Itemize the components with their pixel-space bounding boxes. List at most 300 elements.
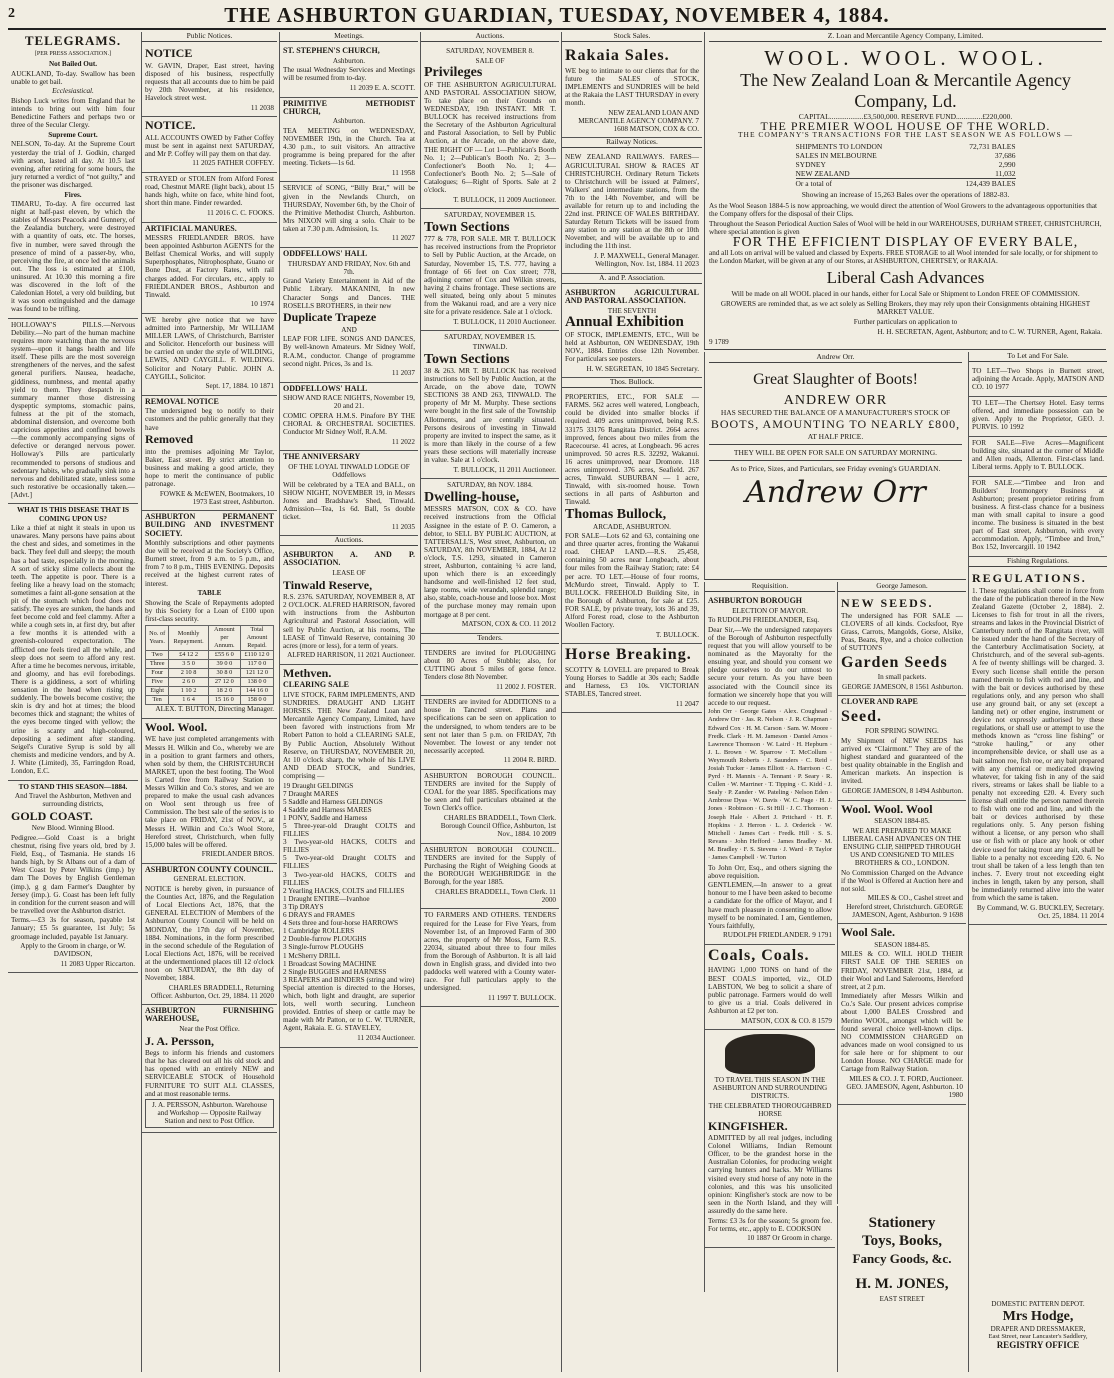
stats-cell: SALES IN MELBOURNE [795, 151, 877, 161]
req-names: John Orr · George Gates · Alex. Coughead · Andrew Orr · Jas. R. Nelson · J. R. Chapman · Edward Cox · H. M. Carson · Sam. W. Moore · Fredk. Clark · H. M. Jameson · Daniel Amos · Lawrence Thomson · W. Laird · H. Hepburn · J. L. Brown · W. Sparrow · T. McCollum · Weymouth Roberts · J. Saunders · C. Reid · Josiah Tucker · James Elliott · A. Harrison · C. Pyrd · H. Mannix · A. Tennant · P. Seary · R. Cullen · W. Marriner · T. Tipping · C. Kidd · J. Sealy · P. Zander · W. Pateling · Nelson Eden · Ambrose Dyas · W. Davis · W. C. Page · H. J. Jones · Robinson · G. St Hill · J. C. Thomson · Joseph Hale · Albert J. Pritchard · H. F. Hopkins · J. Herron · L. J. Orderick · W. Mitchell · James Cart · Fredk. Hill · S. S. Revans · John Hefford · James Bradley · M. M. Bradley · F. S. Stevens · J. Ward · P. Taylor · James Campbell · W. Turton [708, 708, 832, 861]
persson-sub: Near the Post Office. [179, 1025, 240, 1034]
column-heading: To Let and For Sale. [969, 352, 1107, 362]
stats-list [796, 142, 1016, 188]
rakaia-text: WE beg to intimate to our clients that for the future the SALES of STOCK, IMPLEMENTS and SUNDRIES will be held at the Rakaia the LAST THURSDAY in every month. [565, 66, 699, 107]
notice-text: The undersigned beg to notify to their customers and the public generally that they have [145, 407, 274, 432]
gold-coast-terms: Terms.—£3 3s for season, payable 1st January; £5 5s guarantee, 1st July; 5s groomage included, payable 1st January. [11, 916, 135, 941]
notice-title: NOTICE. [145, 118, 196, 133]
stats-row [796, 178, 1016, 188]
meeting-sign: 11 2039 E. A. SCOTT. [349, 83, 415, 92]
meeting-title: PRIMITIVE METHODIST CHURCH, [283, 98, 415, 116]
meeting-sub: OF THE LOYAL TINWALD LODGE OF Oddfellows [288, 463, 410, 480]
table-cell: £110 12 0 [240, 650, 273, 659]
notice-sign: 11 2016 C. C. FOOKS. [206, 208, 274, 217]
horse-breaking-sign: 11 2047 [675, 699, 699, 708]
auction-text: 38 & 263. MR T. BULLOCK has received instructions to Sell by Public Auction, at the Arcade, on the above date, TOWN SECTIONS 38 AND 263, TINWALD. The property of Mr M. Murphy. These sections were bought in the first sale of the Township Allotments, and are centrally situated. Persons desirous of investing in Tinwald property are invited to inspect the same, as it is more than likely in the course of a few years these sections will materially increase in value. Sale at 1 o'clock. [424, 367, 556, 465]
andrew-orr-advert [704, 352, 966, 580]
transactions-line: THE COMPANY'S TRANSACTIONS FOR THE LAST SEASON WE AS FOLLOWS — [737, 130, 1074, 140]
wool-sign: FRIEDLANDER BROS. [201, 850, 274, 859]
notice-sign: 11 2025 FATHER COFFEY. [192, 159, 274, 168]
auction-name: Privileges [424, 65, 483, 81]
wool-sale-sign: MILES & CO. J. T. FORD, Auctioneer. GEO. JAMESON, Agent, Ashburton. 10 1980 [846, 1074, 963, 1099]
meeting-sign: 11 1958 [391, 168, 415, 177]
ap-sign: H. W. SEGRETAN, 10 1845 Secretary. [586, 364, 699, 373]
telegram-text: TIMARU, To-day. A fire occurred last night at half-past eleven, by which the stables of Messrs Peacock and Gunnery, of the Zealandia butchery, were destroyed with a quantity of oats, etc. The horses, five in number, were saved through the presence of mind of a passer-by, who, perceiving the fire, at once led the animals out. The loss is estimated at £100, uninsured. At 10.30 this morning a fire was discovered in the loft of the Caledonian Hotel, a very old building, but it was soon extinguished and the damage was found to be trifling. [11, 200, 135, 314]
advert-number: 9 1789 [709, 338, 729, 347]
horse-breaking-heading: Horse Breaking. [565, 646, 692, 664]
notice-text: WE hereby give notice that we have admitted into Partnership, Mr WILLIAM MILLER LAWS, of Christchurch, Barrister and Solicitor. Henceforth our business will be carried on under the style of WILDING, LEWIS, AND CAYGILL. F. WILDING. Solicitor and Notary Public. JOHN A. CAYGILL, Solicitor. [145, 315, 274, 381]
rail-sign: J. P. MAXWELL, General Manager. Wellington, Nov. 1st, 1884. 11 2023 [594, 252, 699, 269]
auction-date: SATURDAY, 8th NOV. 1884. [447, 481, 533, 490]
methven-sub: CLEARING SALE [283, 680, 350, 690]
table-cell: 3 5 0 [169, 659, 209, 668]
let-item: FOR SALE.—“Timbee and Iron and Builders' Ironmongery Business at Ashburton; present proprietor retiring from business. A first-class chance for a business man with small capital to insure a good income. The business is situated in the best part of East street, Ashburton, with every accommodation. Apply, “Timbee and Iron,” Box 152, Invercargill. 10 1942 [972, 478, 1104, 552]
column-requisition [704, 582, 835, 1292]
notice-title: REMOVAL NOTICE [145, 396, 219, 406]
society-title: ASHBURTON PERMANENT BUILDING AND INVESTMENT SOCIETY. [145, 512, 274, 538]
jones-street: EAST STREET [879, 1295, 925, 1303]
let-item: TO LET—The Chertsey Hotel. Easy terms offered, and immediate possession can be given. Apply to the Proprietor, GEO. J. PURVIS. 10 1992 [972, 398, 1104, 432]
orr-signature: Andrew Orr [745, 475, 926, 510]
jameson-wool-heading: Wool. Wool. Wool [841, 801, 933, 816]
seigel-advert: Like a thief at night it steals in upon us unawares. Many persons have pains about the chest and sides, and sometimes in the back. They feel dull and sleepy; the mouth has a bad taste, especially in the morning. A sort of sticky slime collects about the teeth. The appetite is poor. There is a feeling like a heavy load on the stomach; sometimes a faint all-gone sensation at the pit of the stomach which food does not satisfy. The eyes are sunken, the hands and feet become cold and feel clammy. After a while a cough sets in, at first dry, but after a few months it is attended with a greenish-coloured expectoration. The afflicted one feels tired all the while, and sleep does not seem to afford any rest. After a time he becomes nervous, irritable, and gloomy, and has evil forebodings. There is a giddiness, a sort of whirling sensation in the head when rising up suddenly. The bowels become costive; the skin is dry and hot at times; the blood becomes thick and stagnant; the whites of the eyes become tinged with yellow; the urine is scanty and high-coloured, depositing a sediment after standing. Seigel's Curative Syrup is sold by all chemists and medicine vendors, and by A. J. White (Limited), 35, Farringdon Road, London, E.C. [11, 524, 135, 775]
wool-text: WE have just completed arrangements with Messrs H. Wilkin and Co., whereby we are in a position to grant farmers and others, when sold by them, the CHRISTCHURCH MARKET, upon the best footing. The Wool is Carted free from Railway Station to Messrs Wilkin and Co.'s stores, and we are prepared to make the usual cash advances on Wool sent through us free of Commission. The best sale of the series is to take place on FRIDAY, 21st of NOV., at Messrs H. Wilkin and Co.'s Wool Store, Hereford street, Christchurch, when fully 15,000 bales will be offered. [145, 735, 274, 849]
increase-line: Showing an increase of 15,263 Bales over the operations of 1882-83. [801, 190, 1010, 200]
table-cell: 138 0 0 [240, 678, 273, 687]
methven-list [283, 782, 415, 984]
table-row [146, 669, 274, 678]
telegram-heading: Fires. [64, 190, 82, 199]
table-row [146, 696, 274, 705]
methven-list-item: 6 DRAYS and FRAMES [283, 911, 355, 920]
wool-sale-text: MILES & CO. WILL HOLD THEIR FIRST SALE OF THE SERIES on FRIDAY, NOVEMBER 21st, 1884, at their Wool and Land Salerooms, Hereford street, at 2 p.m. [841, 950, 963, 991]
draper-line: DRAPER AND DRESSMAKER, [990, 1325, 1086, 1333]
auction-sign: T. BULLOCK, 11 2011 Auctioneer. [453, 465, 556, 474]
meeting-sign: 11 2027 [391, 234, 415, 243]
gold-coast-text: Pedigree.—Gold Coast is a bright chestnut, rising five years old, bred by J. Field, Esq., of Tasmania. He stands 16 hands high, by St Albans out of a dam of West Coast by Peter Wilkins (imp.) by dam The Doves by English Gentleman (imp.), g g dam Farmer's Daughter by Jersey (imp.). G. Coast has been left fully in condition for the current season and will be travelled over the Ashburton district. [11, 833, 135, 915]
tender-sign: 11 2004 R. BIRD. [503, 756, 556, 765]
tender-text: TO FARMERS AND OTHERS. TENDERS required for the Lease for Five Years, from November 1st, of an Improved Farm of 300 acres, the property of Mr Moss, Farm R.S. 22034, situated about three to four miles from the Borough of Ashburton. It is all laid down in English grass, and divided into two paddocks well watered with a County water-race. For full particulars apply to the undersigned. [424, 911, 556, 993]
ap-sub: THE SEVENTH [607, 306, 657, 315]
table-cell: Three [146, 659, 169, 668]
methven-list-item: 1 Draught ENTIRE—Ivanhoe [283, 894, 370, 903]
kingfisher-sign: 10 1887 Or Groom in charge. [747, 1234, 832, 1243]
column-heading: George Jameson. [838, 582, 966, 592]
meeting-sub: Ashburton. [332, 117, 366, 126]
notice-sign: 11 2038 [250, 103, 274, 112]
gold-coast-heading: TO STAND THIS SEASON—1884. [18, 782, 128, 791]
clover-spring: FOR SPRING SOWING. [865, 727, 939, 736]
council-sign: CHARLES BRADDELL, Returning Officer. Ashburton, Oct. 29, 1884. 11 2020 [150, 983, 274, 1000]
nz-loan-advert [704, 32, 1106, 350]
hodge-advert [968, 1300, 1107, 1372]
meeting-title: ODDFELLOWS' HALL [283, 383, 368, 393]
stats-cell: NEW ZEALAND [795, 169, 850, 179]
auction-date: SATURDAY, NOVEMBER 15. [444, 211, 536, 220]
methven-list-item: 4 Saddle and Harness MARES [283, 805, 372, 814]
fish-title: REGULATIONS. [972, 571, 1087, 586]
stats-cell: 124,439 BALES [965, 179, 1016, 189]
req-reply-sign: RUDOLPH FRIEDLANDER. 9 1791 [722, 931, 832, 940]
column-heading: Auctions. [421, 32, 559, 42]
auction-sub: SALE OF [475, 56, 505, 65]
column-meetings [279, 32, 418, 1372]
stats-cell: 72,731 BALES [969, 142, 1016, 152]
kingfisher-heading: TO TRAVEL THIS SEASON IN THE ASHBURTON AND SURROUNDING DISTRICTS. [712, 1076, 828, 1101]
column-heading: Fishing Regulations. [969, 557, 1107, 567]
garden-seeds: Garden Seeds [841, 653, 948, 671]
seigel-heading: WHAT IS THIS DISEASE THAT IS COMING UPON US? [16, 506, 130, 523]
kingfisher-terms: Terms: £3 3s for the season; 5s groom fee. For terms, etc., apply to E. COOKSON [708, 1216, 832, 1233]
column-heading: Z. Loan and Mercantile Agency Company, Limited. [709, 32, 1102, 42]
meeting-text: Grand Variety Entertainment in Aid of the Public Library. MAKANINI, In new Character Songs and Dances. THE ROSELLS BROTHERS, in their new [283, 277, 415, 310]
methven-list-item: 1 Cambridge ROLLERS [283, 927, 355, 936]
premier-line: THE PREMIER WOOL HOUSE OF THE WORLD. [760, 119, 1051, 134]
apply-line: Further particulars on application to [853, 318, 958, 327]
stats-cell: 37,686 [994, 151, 1016, 161]
methven-list-item: 3 Two-year-old HACKS, COLTS and FILLIES [283, 870, 415, 887]
lease-text: R.S. 2376. SATURDAY, NOVEMBER 8, AT 2 O'CLOCK. ALFRED HARRISON, favored with instructions from the Ashburton Agricultural and Pastoral Association, will sell by Public Auction, at his rooms, The LEASE of Tinwald Reserve, containing 30 acres (more or less), for a term of years. [283, 593, 415, 650]
meeting-title: ODDFELLOWS' HALL [283, 249, 368, 259]
methven-end: Special attention is directed to the Horses, which, both light and draught, are superior lots, well worth securing. Luncheon provided. Entries of sheep or cattle may be made with Mr Patton, or to C. W. TURNER, Agent, Rakaia. E. G. STAVELEY, [283, 983, 415, 1033]
orr-text: HAS SECURED THE BALANCE OF A MANUFACTURER'S STOCK OF [720, 408, 951, 417]
telegram-heading: Ecclesiastical. [52, 87, 94, 96]
rakaia-sign: NEW ZEALAND LOAN AND MERCANTILE AGENCY COMPANY. 7 1608 MATSON, COX & CO. [578, 108, 699, 133]
bullock-more: FOR SALE—Lots 62 and 63, containing one and three quarter acres, fronting the Wakanui road. CHEAP LAND.—R.S. 25,458, containing 50 acres near Longbeach, about four miles from the Railway Station; rate: £4 per acre. TO LET.—House of four rooms, McMurdo street, Tinwald. Apply to T. BULLOCK. FREEHOLD Building Site, in the Borough of Ashburton, for sale at £25. FOR SALE, by private treaty, lots 36 and 39, Alford Forest road, close to the Ashburton Woollen Factory. [565, 532, 699, 630]
stats-cell: SHIPMENTS TO LONDON [795, 142, 883, 152]
agents-line: H. H. SECRETAN, Agent, Ashburton; and to C. W. TURNER, Agent, Rakaia. [877, 328, 1102, 337]
table-cell: £4 12 2 [169, 650, 209, 659]
table-cell: Ten [146, 696, 169, 705]
notice-text: STRAYED or STOLEN from Alford Forest road, Chestnut MARE (light back), about 15 hands high, white on face, white hind foot, short thin mane. Finder rewarded. [145, 175, 274, 208]
auction-date: SATURDAY, NOVEMBER 15. [444, 333, 536, 342]
repayment-table [145, 625, 274, 706]
table-cell: Two [146, 650, 169, 659]
meeting-sub: SHOW AND RACE NIGHTS, November 19, 20 and 21. [283, 394, 415, 411]
gold-coast-sub: And Travel the Ashburton, Methven and surrounding districts, [14, 792, 132, 809]
newspaper-title: THE ASHBURTON GUARDIAN, TUESDAY, NOVEMBER 4, 1884. [224, 3, 890, 27]
notice-title: NOTICE [145, 46, 193, 61]
fish-text: 1. These regulations shall come in force from the date of the publication thereof in the New Zealand Gazette (October 2, 1884). 2. Licenses to fish for trout in all the rivers, streams and lakes in the Provincial District of Canterbury north of the Rangitata river, will be issued under the hand of the Secretary of the Canterbury Acclimatisation Society, at Christchurch, and of the several sub-agents. A fee of twenty shillings will be charged. 3. Every such license shall entitle the person named therein to fish with rod and line, and with the bait or devices authorised by these regulations only, and any person who shall use any ground bait, or any set (except a landing net) or other engine, instrument or device not expressly authorised by these regulations, or shall use or attempt to use the methods known as “cross line fishing” or “stroke hauling,” or any other incomprehensible device, or shall use as a bait salmon roe, fish roe, or any bait prepared with any chemical or medicated drawing whatever, for taking fish in any of the said rivers, streams or lakes shall be liable to a penalty not exceeding £20. 4. Every such license shall entitle the person named therein to fish with one rod and line, and with the bait or devices authorised by these regulations only. 5. Any person fishing without a license, or any person who shall use or fish with or place any hook or other device used for taking trout any bait, shall be liable to a penalty not exceeding £20. 6. No trout shall be taken of a less length than ten inches. 7. Every trout not exceeding eight inches in length, taken by any person, shall be immediately returned alive into the water from which the same is taken. [972, 586, 1104, 903]
tender-sign: CHARLES BRADDELL, Town Clerk. 11 2000 [435, 887, 556, 904]
meeting-sub: THURSDAY AND FRIDAY, Nov. 6th and 7th. [287, 259, 411, 276]
orr-prices: As to Price, Sizes, and Particulars, see Friday evening's GUARDIAN. [730, 464, 941, 473]
notice-text: MESSRS FRIEDLANDER BROS. have been appointed Ashburton AGENTS for the Belfast Chemical Works, and will supply Superphosphates, Nitrophosphate, Guano or Bone Dust, at Factory Rates, with rail charges added. For circulars, etc., apply to FRIEDLANDER BROS., Ashburton and Tinwald. [145, 234, 274, 299]
society-text: Monthly subscriptions and other payments due will be received at the Society's Office, Burnett street, from 9 a.m. to 5 p.m., and from 7 to 8 p.m., THIS EVENING. Deposits received at the highest current rates of interest. [145, 539, 274, 588]
removed-title: Removed [145, 432, 193, 447]
auction-date: SATURDAY, NOVEMBER 8. [446, 47, 534, 56]
meeting-sub: AND [341, 325, 357, 334]
notice-sign: Sept. 17, 1884. 10 1871 [205, 382, 274, 391]
stats-cell: 2,990 [998, 160, 1016, 170]
meeting-sign: 11 2035 [391, 522, 415, 531]
stats-row [796, 151, 1016, 160]
wool-para: and all Lots on arrival will be valued and classed by Experts. FREE STORAGE to all Wool intended for sale locally, or for shipment to the London Market, will be given at any of our Stores, at ASHBURTON, CHERTSEY, or RAKAIA. [709, 248, 1098, 265]
coals-sign: MATSON, COX & CO. 8 1579 [741, 1016, 832, 1025]
trapeze-title: Duplicate Trapeze [283, 310, 377, 325]
wool-heading: Wool. Wool. [145, 719, 208, 734]
column-jameson [837, 582, 966, 1204]
lease-sign: ALFRED HARRISON, 11 2021 Auctioneer. [287, 651, 415, 660]
council-text: NOTICE is hereby given, in pursuance of the Counties Act, 1876, and the Regulation of Local Elections Act, 1876, that the GENERAL ELECTION of Members of the Ashburton County Council will be held on MONDAY, the 17th day of November, 1884. Nominations, in the form prescribed in the second schedule of the Regulation of Local Elections Act, 1876, will be received at the undermentioned places till 12 o'clock noon on SATURDAY, the 8th day of November, 1884. [145, 885, 274, 983]
methven-list-item: 2 Double-furrow PLOUGHS [283, 935, 367, 944]
jones-name: H. M. JONES, [855, 1276, 949, 1292]
rail-text: NEW ZEALAND RAILWAYS. FARES—AGRICULTURAL SHOW & RACES AT CHRISTCHURCH. Ordinary Return Tickets to Christchurch will be issued at Palmers', Walkers' and intermediate stations, from the 7th to the 14th November, and will be available for return up to and including the 22nd inst. PRINCE OF WALES BIRTHDAY. Saturday Return Tickets will be issued from any station to any station at the 8th or 10th November, and will be available up to and including the 11th inst. [565, 153, 699, 251]
wool-sale-season: SEASON 1884-85. [874, 940, 930, 949]
jameson-wool-more: No Commission Charged on the Advance if the Wool is Offered at Auction here and not sold. [841, 868, 963, 893]
table-row [146, 650, 274, 659]
table-header: Monthly Repayment. [169, 625, 209, 650]
table-header: Total Amount Repaid. [240, 625, 273, 650]
table-cell: 1 10 2 [169, 687, 209, 696]
tender-text: TENDERS are invited for PLOUGHING about 80 Acres of Stubble; also, for CUTTING about 5 miles of gorse fence. Tenders close 8th November. [424, 648, 556, 682]
pinafore-text: COMIC OPERA H.M.S. Pinafore BY THE CHORAL & ORCHESTRAL SOCIETIES. Conductor Mr Sidney Wolf, R.A.M. [283, 412, 415, 437]
auction-name: Town Sections [424, 351, 510, 367]
fancy-line: Fancy Goods, &c. [852, 1251, 952, 1266]
notice-text: W. GAVIN, Draper, East street, having disposed of his business, respectfully requests that all accounts due to him be paid by 20th November, at his residence, Havelock street west. [145, 61, 274, 102]
coals-text: HAVING 1,000 TONS on hand of the BEST COALS imported, viz., OLD LABSTON, We beg to solicit a share of public patronage. Farmers would do well to give us a trial. Coals delivered in Ashburton at £2 per ton. [708, 966, 832, 1015]
req-sub: ELECTION OF MAYOR. [732, 606, 808, 615]
table-cell: £55 6 0 [208, 650, 240, 659]
wool-para: As the Wool Season 1884-5 is now approaching, we would direct the attention of Wool Growers to the advantageous opportunities that the Company offers for the disposal of their Clips. [709, 202, 1098, 219]
req-reply-to: To John Orr, Esq., and others signing the above requisition. [708, 863, 832, 880]
clover-sign: GEORGE JAMESON, 8 1494 Ashburton. [842, 787, 963, 795]
wool-title: WOOL. WOOL. WOOL. [764, 46, 1047, 71]
stats-cell: SYDNEY [795, 160, 826, 170]
notice-sign: FOWKE & McEWEN, Bootmakers, 10 1973 East street, Ashburton. [159, 489, 274, 506]
tender-sign: CHARLES BRADDELL, Town Clerk. Borough Council Office, Ashburton, 1st Nov., 1884. 10 2009 [440, 814, 556, 839]
tender-text: ASHBURTON BOROUGH COUNCIL. TENDERS are invited for the Supply of Purchasing the Right of Weighing Goods at the BOROUGH WEIGHBRIDGE in the Borough, for the year 1885. [424, 845, 556, 887]
kingfisher-text: ADMITTED by all real judges, including Colonel Williams, Indian Remount Officer, to be the grandest horse in the Australian Colonies, for producing weight carrying hunters and hacks. Mr Williams visited every stud horse of any note in the colonies, and this was his unsolicited opinion: Kingfisher's stock are now to be seen in the North Island, and they will assuredly do the same here. [708, 1134, 832, 1215]
column-heading: Tenders. [421, 634, 559, 644]
stats-cell: 11,032 [995, 169, 1016, 179]
telegrams-sub: [PER PRESS ASSOCIATION.] [34, 51, 112, 57]
methven-list-item: 2 Yearling HACKS, COLTS and FILLIES [283, 886, 405, 895]
wool-para: Throughout the Season Periodical Auction Sales of Wool will be held in our WAREHOUSES, DURHAM STREET, CHRISTCHURCH, where special attention is given [709, 220, 1102, 237]
table-header: No. of Years. [146, 625, 169, 650]
orr-open: THEY WILL BE OPEN FOR SALE ON SATURDAY MORNING. [733, 448, 938, 457]
req-to: To RUDOLPH FRIEDLANDER, Esq. [708, 616, 820, 625]
notice-sign: 10 1974 [250, 300, 274, 309]
meeting-text: TEA MEETING on WEDNESDAY, NOVEMBER 19th, in the Church. Tea at 4.30 p.m., to suit visitors. An attractive programme is being prepared for the after meeting. Tickets—1s 6d. [283, 126, 415, 168]
clover-heading: CLOVER AND RAPE [841, 697, 918, 707]
orr-half: AT HALF PRICE. [807, 432, 864, 441]
methven-heading: Methven. [283, 665, 332, 680]
address-line: East Street, near Lancaster's Saddlery, [988, 1333, 1088, 1340]
column-heading: Public Notices. [142, 32, 277, 42]
telegram-text: AUCKLAND, To-day. Swallow has been unable to get bail. [11, 69, 135, 86]
seeds-text: The undersigned has FOR SALE — CLOVERS of all kinds. Cocksfoot, Rye Grass, Carrots, Mangolds, Gorse, Alsike, Peas, Beans, Rye, and a choice collection of SUTTON'S [841, 611, 963, 652]
lease-sub: LEASE OF [332, 569, 366, 578]
wool-sale-more: Immediately after Messrs Wilkin and Co.'s Sale. Our present advices comprise about 1,000 BALES Crossbred and Merino WOOL, amongst which will be found several choice well-known clips. NO COMMISSION CHARGED on advances made on wool consigned to us for sale here or for shipment to our London House. NO CHARGE made for Cartage from Railway Station. [841, 992, 963, 1074]
jameson-season: SEASON 1884-85. [874, 817, 930, 826]
ap-name: Annual Exhibition [565, 314, 684, 331]
let-item: FOR SALE—Five Acres—Magnificent building site, situated at the corner of Middle and Allen roads, Allenton. First-class land. Liberal terms. Apply to T. BULLOCK. [972, 438, 1104, 472]
gold-coast-name: GOLD COAST. [11, 808, 93, 823]
lease-title: ASHBURTON A. AND P. ASSOCIATION. [283, 550, 415, 568]
company-name: The New Zealand Loan & Mercantile Agency Company, Ld. [740, 70, 1071, 112]
let-item: TO LET—Two Shops in Burnett street, adjoining the Arcade. Apply, MATSON AND CO. 10 1977 [972, 367, 1104, 392]
persson-text: Begs to inform his friends and customers that he has cleared out all his old stock and has opened with an entirely NEW and SERVICEABLE STOCK of Household FURNITURE TO SUIT ALL CLASSES, and at most reasonable terms. [145, 1049, 274, 1098]
stats-row [796, 169, 1016, 178]
meeting-sign: 11 2022 [391, 437, 415, 446]
methven-list-item: 1 McSherry DRILL [283, 951, 341, 960]
gold-coast-apply: Apply to the Groom in charge, or W. DAVIDSON, [20, 942, 126, 959]
column-telegrams [8, 32, 138, 1372]
column-heading: Meetings. [280, 32, 418, 42]
req-title: ASHBURTON BOROUGH [708, 596, 803, 606]
depot-line: DOMESTIC PATTERN DEPOT. [991, 1300, 1085, 1308]
auction-sign: T. BULLOCK, 11 2009 Auctioneer. [453, 195, 556, 204]
telegram-text: Bishop Luck writes from England that he intends to bring out with him four Benedictine Fathers and perhaps two or three of the Secular Clergy. [11, 96, 135, 130]
tender-text: TENDERS are invited for ADDITIONS to a house in Tancred street. Plans and specifications can be seen on application to the undersigned, to whom tenders are to be sent not later than 5 p.m. on FRIDAY, 7th November. The lowest or any tender not necessarily accepted. [424, 698, 556, 755]
meeting-sign: 11 2037 [391, 369, 415, 378]
wool-para: GROWERS are reminded that, as we act solely as Selling Brokers, they may rely upon their Consignments obtaining HIGHEST MARKET VALUE. [720, 299, 1091, 317]
telegram-text: NELSON, To-day. At the Supreme Court yesterday the trial of J. Godkin, charged with arson, lasted all day. At 10.5 last evening, after retiring for some hours, the jury returned a verdict of “not guilty,” and the prisoner was discharged. [11, 140, 135, 189]
meeting-text: The usual Wednesday Services and Meetings will be resumed from to-day. [283, 66, 415, 83]
methven-text: LIVE STOCK, FARM IMPLEMENTS, AND SUNDRIES. DRAUGHT AND LIGHT HORSES. THE New Zealand Loan and Mercantile Agency Company, Limited, have been favored with instructions from Mr Robert Patton to hold a CLEARING SALE, By Public Auction, Absolutely Without Reserve, on THURSDAY, NOVEMBER 20, At 10 o'clock sharp, the whole of his LIVE AND DEAD STOCK, and Sundries, comprising — [283, 691, 415, 780]
persson-name: J. A. Persson, [145, 1033, 214, 1048]
table-cell: 2 10 8 [169, 669, 209, 678]
notice-text: ALL ACCOUNTS OWED by Father Coffey must be sent in against next SATURDAY, and Mr P. Coffey will pay them on that day. [145, 133, 274, 158]
persson-sign: J. A. PERSSON, Ashburton. Warehouse and Workshop — Opposite Railway Station and next to Post Office. [145, 1099, 274, 1127]
lease-name: Tinwald Reserve, [283, 577, 373, 592]
req-reply: GENTLEMEN,—In answer to a great honour to me I have been asked to become a candidate for the office of Mayor, and I have much pleasure in consenting to allow myself to be nominated. I am, Gentlemen, Yours faithfully, [708, 881, 832, 930]
tender-sign: 11 2002 J. FOSTER. [496, 682, 556, 691]
persson-heading: ASHBURTON FURNISHING WAREHOUSE, [145, 1006, 274, 1024]
telegram-heading: Supreme Court. [48, 130, 98, 139]
page-number: 2 [8, 6, 15, 21]
stats-cell: Or a total of [795, 179, 832, 189]
seeds-sign: GEORGE JAMESON, 8 1561 Ashburton. [842, 682, 963, 691]
table-row [146, 687, 274, 696]
bullock-name: Thomas Bullock, [565, 507, 667, 522]
table-header: Amount per Annum. [208, 625, 240, 650]
fish-sign: By Command, W. G. BUCKLEY, Secretary. Oct. 25, 1884. 11 2014 [976, 903, 1104, 920]
packets: In small packets. [877, 673, 927, 682]
council-sub: GENERAL ELECTION. [173, 875, 246, 884]
holloway-advert: HOLLOWAY'S PILLS.—Nervous Debility.—No part of the human machine requires more watching than the nervous system—upon it hangs health and life itself. These pills are the most sovereign strengtheners of the nerves, and the safest general purifiers. Nausea, headache, giddiness, numbness, and mental apathy yield to them. They despatch in a summary manner those distressing dyspeptic symptoms, stomachic pains, fulness at the pit of the stomach, abdominal distension, and overcome both capricious appetites and confined bowels—the commonly accompanying signs of defective or deranged nervous power. Holloway's Pills are particularly recommended to persons of studious and sedentary habits, who gradually sink into a nervous and debilitated state, unless some such restorative be occasionally taken.—[Advt.] [11, 320, 135, 499]
table-cell: Eight [146, 687, 169, 696]
table-row [146, 678, 274, 687]
methven-list-item: 5 Three-year-old Draught COLTS and FILLIES [283, 822, 415, 839]
meeting-title: THE ANNIVERSARY [283, 452, 361, 462]
ap-text: OF STOCK, IMPLEMENTS, ETC., Will be held at Ashburton, ON WEDNESDAY, 19th NOV., 1884. Entries close 12th November. For particulars see posters. [565, 330, 699, 363]
methven-list-item: 3 Two-year-old HACKS, COLTS and FILLIES [283, 838, 415, 855]
clover-seed: Seed. [841, 707, 882, 725]
methven-list-item: 1 Broadcast Sowing MACHINE [283, 959, 377, 968]
column-public-notices [141, 32, 277, 1372]
table-cell: 39 0 0 [208, 659, 240, 668]
auction-sign: MATSON, COX & CO. 11 2012 [461, 620, 556, 629]
column-heading: Stock Sales. [562, 32, 702, 42]
table-sign: ALEX. T. BUTTON, Directing Manager. [155, 705, 274, 714]
toys-line: Toys, Books, [862, 1233, 942, 1249]
bullock-sub: ARCADE, ASHBURTON. [593, 522, 671, 531]
jameson-wool-sign: MILES & CO., Cashel street and Hereford street, Christchurch. GEORGE JAMESON, Agent, Ashburton. 9 1698 [846, 894, 963, 919]
meeting-text: SERVICE of SONG, “Billy Brat,” will be given in the Newlands Church, on THURSDAY, November 6th, by the Choir of the Primitive Methodist Church, Ashburton. Mrs NIXON will sing a solo. Chair to be taken at 7.30 p.m. Admission, 1s. [283, 184, 415, 233]
auction-sub: TINWALD. [472, 342, 508, 351]
methven-list-item: 3 Tip DRAYS [283, 902, 324, 911]
table-cell: 18 2 0 [208, 687, 240, 696]
column-auctions [420, 32, 559, 1372]
methven-list-item: 5 Two-year-old Draught COLTS and FILLIES [283, 854, 415, 871]
council-heading: ASHBURTON COUNTY COUNCIL. [145, 864, 274, 874]
hodge-name: Mrs Hodge, [1002, 1309, 1074, 1324]
telegram-heading: Not Bailed Out. [48, 60, 98, 69]
column-heading: A. and P. Association. [562, 274, 702, 284]
stats-row [796, 142, 1016, 151]
kingfisher-name: KINGFISHER. [708, 1118, 788, 1133]
methven-list-item: 3 REAPERS and BINDERS (string and wire) [283, 975, 415, 984]
wool-para: Will be made on all WOOL placed in our hands, either for Local Sale or Shipment to London FREE OF COMMISSION. [731, 289, 1080, 298]
orr-name: ANDREW ORR [783, 393, 888, 408]
registry-line: REGISTRY OFFICE [996, 1340, 1080, 1350]
jameson-wool-text: WE ARE PREPARED TO MAKE LIBERAL CASH ADVANCES ON THE ENSUING CLIP, SHIPPED THROUGH US AND CONSIGNED TO MILES BROTHERS & CO., LONDON. [842, 826, 962, 868]
stationery-line: Stationery [868, 1215, 936, 1231]
meeting-title: ST. STEPHEN'S CHURCH, [283, 46, 380, 56]
orr-title: Great Slaughter of Boots! [753, 371, 918, 388]
column-heading: Thos. Bullock. [562, 378, 702, 388]
methven-list-item: 2 Single BUGGIES and HARNESS [283, 967, 387, 976]
masthead [8, 2, 1106, 30]
column-heading: Requisition. [705, 582, 835, 592]
gold-coast-sign: 11 2083 Upper Riccarton. [60, 959, 135, 968]
auction-text: OF THE ASHBURTON AGRICULTURAL AND PASTORAL ASSOCIATION SHOW, To take place on their Grounds on WEDNESDAY, 19th INSTANT. MR T. BULLOCK has received instructions from the Secretary of the Ashburton Agricultural and Pastoral Association, to Sell by Public Auction, at the Arcade, on the above date, THE RIGHT OF — Lot 1—Publican's Booth No. 1; 2—Publican's Booth No. 2; 3—Confectioner's Booth No. 1; 4—Confectioner's Booth No. 2; 5—Sale of Catalogues; 6—Right of Sports. Sale at 2 o'clock. [424, 80, 556, 194]
methven-list-item: 5 Saddle and Harness GELDINGS [283, 797, 383, 806]
methven-sign: 11 2034 Auctioneer. [357, 1033, 415, 1042]
table-cell: 30 8 0 [208, 669, 240, 678]
gold-coast-tag: New Blood. Winning Blood. [31, 824, 115, 833]
meeting-text: Will be celebrated by a TEA and BALL, on SHOW NIGHT, NOVEMBER 19, in Messrs Jones and Bradshaw's Shed, Tinwald. Admission—Tea, 1s 6d. Ball, 5s double ticket. [283, 480, 415, 522]
methven-list-item: 3 Single-furrow PLOUGHS [283, 943, 364, 952]
auction-text: 777 & 778, FOR SALE. MR T. BULLOCK has received instructions from the Proprietor to Sell by Public Auction, at the Arcade, on Saturday, November 15, T.S. 777, having a frontage of 66 feet on Cox street; 778, adjoining corner of Cox and Wilkin streets, having 2 chains frontage. These sections are well situated, being only about 5 minutes from the Wakanui road, and are a very nice site for a private residence. Sale at 1 o'clock. [424, 235, 556, 317]
table-cell: 158 0 0 [240, 696, 273, 705]
req-text: Dear Sir,—We the undersigned ratepayers of the Borough of Ashburton respectfully request that you will allow yourself to be nominated as the Mayoralty for the ensuing year, and should you consent we pledge ourselves to do our utmost to secure your return. As you have been associated with the Council since its formation we sincerely hope that you will accede to our request. [708, 625, 832, 707]
seeds-heading: NEW SEEDS. [841, 596, 934, 611]
notice-title: ARTIFICIAL MANURES. [145, 223, 237, 233]
column-heading: Andrew Orr. [709, 352, 962, 363]
column-to-let [968, 352, 1107, 1372]
tender-text: ASHBURTON BOROUGH COUNCIL. TENDERS are invited for the Supply of COAL for the year 1885. Specifications may be seen and full particulars obtained at the Town Clerk's office. [424, 772, 556, 813]
table-cell: Four [146, 669, 169, 678]
liberal-heading: Liberal Cash Advances [826, 267, 985, 287]
table-sub: Showing the Scale of Repayments adopted by this Society for a Loan of £100 upon first-class security. [145, 598, 274, 623]
table-cell: 144 16 0 [240, 687, 273, 696]
auction-name: Town Sections [424, 219, 510, 235]
clover-text: My Shipment of NEW SEEDS has arrived ex “Clairmont.” They are of the highest standard and guaranteed of the best quality obtainable in the English and American markets. An inspection is invited. [841, 736, 963, 786]
meeting-sub: Ashburton. [332, 56, 366, 65]
table-cell: 121 12 0 [240, 669, 273, 678]
table-cell: 117 0 0 [240, 659, 273, 668]
table-cell: 15 16 0 [208, 696, 240, 705]
column-heading: Auctions. [280, 536, 418, 546]
table-cell: 2 6 0 [169, 678, 209, 687]
capital-line: CAPITAL..................£3,500,000. RESERVE FUND..............£220,000. [798, 112, 1013, 122]
meeting-text: LEAP FOR LIFE. SONGS AND DANCES, By well-known Amateurs. Mr Sidney Wolf, R.A.M., conductor. Change of programme second night. Prices, 3s and 1s. [283, 335, 415, 368]
bullock-sign: T. BULLOCK. [655, 630, 699, 639]
column-stock-sales [561, 32, 702, 1372]
auction-sign: T. BULLOCK, 11 2010 Auctioneer. [453, 317, 556, 326]
wool-sale-heading: Wool Sale. [841, 925, 896, 940]
notice-text: into the premises adjoining Mr Taylor, Baker, East street. By strict attention to business and making a good article, they hope to merit the continuance of public patronage. [145, 447, 274, 489]
auction-name: Dwelling-house, [424, 489, 520, 505]
telegrams-heading: TELEGRAMS. [24, 33, 122, 48]
bullock-text: PROPERTIES, ETC., FOR SALE — FARMS. 562 acres well watered, Longbeach, could be divided into smaller blocks if required. 409 acres unimproved, being R.S. 33175 33176 Rangitata District. 2664 acres improved, fences about two miles from the Racecourse. 41 acres, at Longbeach. 96 acres unimproved. 50 acres R.S. 32292, Wakanui. 16 acres unimproved, near Dromore. 118 acres unimproved. 376 acres, Seafield. 267 acres, Tinwald. SUBURBAN — 1 acre, Tinwald, with six-roomed house. Town sections in all parts of Ashburton and Tinwald. [565, 393, 699, 507]
tender-sign: 11 1997 T. BULLOCK. [488, 993, 556, 1002]
column-heading: Railway Notices. [562, 138, 702, 148]
ap-title: ASHBURTON AGRICULTURAL AND PASTORAL ASSOCIATION. [565, 287, 699, 305]
